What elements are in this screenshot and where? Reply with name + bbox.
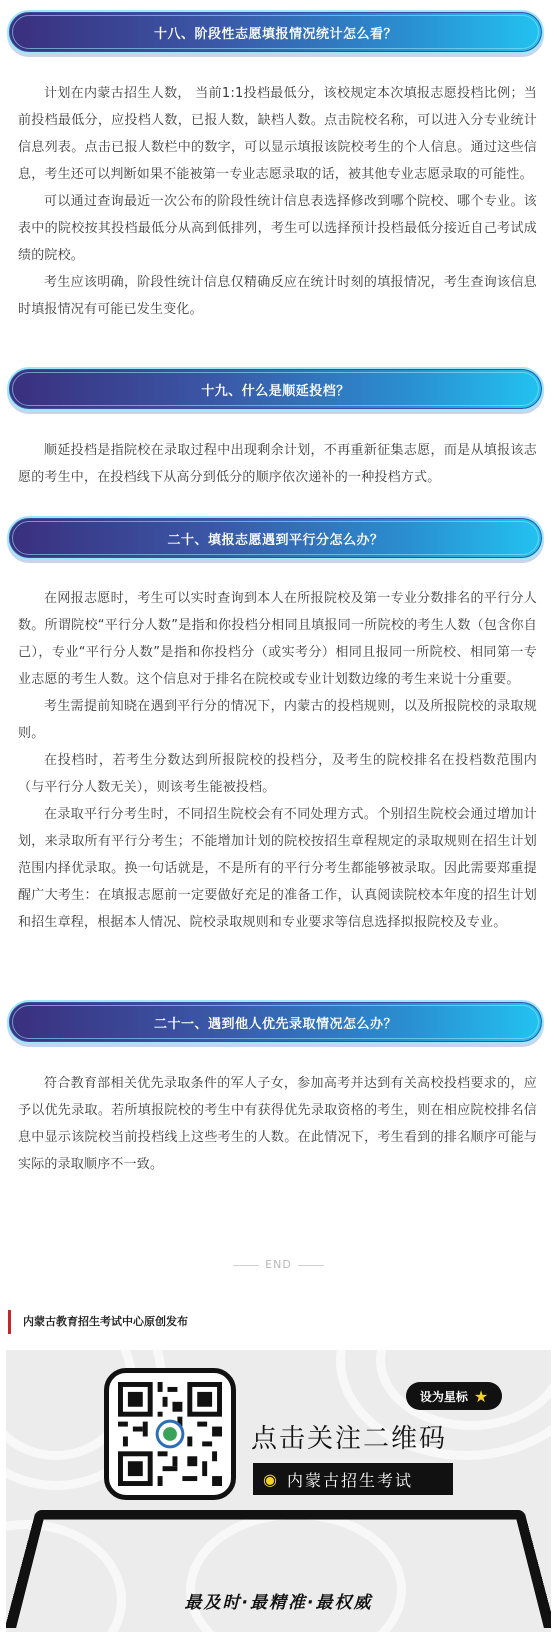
paragraph: 符合教育部相关优先录取条件的军人子女，参加高考并达到有关高校投档要求的，应予以优先录取。若所填报院校的考生中有获得优先录取资格的考生，则在相应院校排名信息中显示该院校当前投档线上这些考生的人数。在此情况下，考生看到的排名顺序可能与实际的录取顺序不一致。 bbox=[18, 1076, 537, 1172]
section-heading: 十八、阶段性志愿填报情况统计怎么看？ bbox=[153, 26, 397, 42]
location-pin-icon: ◉ bbox=[263, 1469, 279, 1489]
paragraph: 在投档时，若考生分数达到所报院校的投档分，及考生的院校排名在投档数范围内（与平行分人数无关），则该考生能被投档。 bbox=[18, 753, 537, 795]
qr-code[interactable] bbox=[104, 1368, 236, 1500]
set-star-label: 设为星标 bbox=[419, 1389, 468, 1404]
paragraph: 考生需提前知晓在遇到平行分的情况下，内蒙古的投档规则，以及所报院校的录取规则。 bbox=[18, 699, 537, 741]
qr-code-icon bbox=[118, 1382, 222, 1486]
section-21-heading-banner bbox=[7, 1000, 544, 1044]
publisher-credit: 内蒙古教育招生考试中心原创发布 bbox=[8, 1310, 188, 1334]
section-21-body bbox=[18, 1070, 537, 1178]
section-20-body bbox=[18, 585, 537, 936]
end-label: END bbox=[265, 1258, 292, 1271]
section-heading: 二十一、遇到他人优先录取情况怎么办？ bbox=[153, 1016, 397, 1032]
paragraph: 在录取平行分考生时，不同招生院校会有不同处理方式。个别招生院校会通过增加计划，来录取所有平行分考生；不能增加计划的院校按招生章程规定的录取规则在招生计划范围内择优录取。换一句话就是，不是所有的平行分考生都能够被录取。因此需要郑重提醒广大考生：在填报志愿前一定要做好充足的准备工作，认真阅读院校本年度的招生计划和招生章程，根据本人情况、院校录取规则和专业要求等信息选择拟报院校及专业。 bbox=[18, 807, 537, 930]
section-heading: 二十、填报志愿遇到平行分怎么办？ bbox=[167, 532, 384, 548]
section-heading: 十九、什么是顺延投档？ bbox=[201, 383, 350, 399]
section-18-body bbox=[18, 80, 537, 323]
account-tag bbox=[253, 1463, 453, 1495]
paragraph: 在网报志愿时，考生可以实时查询到本人在所报院校及第一专业分数排名的平行分人数。所谓院校“平行分人数”是指和你投档分相同且填报同一所院校的考生人数（包含你自己），专业“平行分人数”是指和你投档分（或实考分）相同且报同一所院校、相同第一专业志愿的考生人数。这个信息对于排名在院校或专业计划数边缘的考生来说十分重要。 bbox=[18, 591, 537, 687]
section-19-heading-banner bbox=[7, 367, 544, 411]
end-divider bbox=[0, 1258, 557, 1271]
star-icon: ★ bbox=[473, 1386, 489, 1406]
section-20-heading-banner bbox=[7, 516, 544, 560]
paragraph: 计划在内蒙古招生人数， 当前1:1投档最低分，该校规定本次填报志愿投档比例；当前投档最低分，应投档人数，已报人数，缺档人数。点击院校名称，可以进入分专业统计信息列表。点击已报人数栏中的数字，可以显示填报该院校考生的个人信息。通过这些信息，考生还可以判断如果不能被第一专业志愿录取的话，被其他专业志愿录取的可能性。 bbox=[18, 86, 537, 182]
follow-promo-card[interactable] bbox=[6, 1350, 551, 1632]
section-19-body bbox=[18, 437, 537, 491]
account-name: 内蒙古招生考试 bbox=[286, 1470, 413, 1490]
slogan: 最及时·最精准·最权威 bbox=[184, 1593, 373, 1613]
follow-prompt: 点击关注二维码 bbox=[251, 1424, 448, 1454]
paragraph: 可以通过查询最近一次公布的阶段性统计信息表选择修改到哪个院校、哪个专业。该表中的院校按其投档最低分从高到低排列，考生可以选择预计投档最低分接近自己考试成绩的院校。 bbox=[18, 194, 537, 263]
section-18-heading-banner bbox=[7, 10, 544, 54]
set-star-button[interactable] bbox=[406, 1382, 502, 1410]
paragraph: 考生应该明确，阶段性统计信息仅精确反应在统计时刻的填报情况，考生查询该信息时填报情况有可能已发生变化。 bbox=[18, 275, 537, 317]
paragraph: 顺延投档是指院校在录取过程中出现剩余计划，不再重新征集志愿，而是从填报该志愿的考生中，在投档线下从高分到低分的顺序依次递补的一种投档方式。 bbox=[18, 443, 537, 485]
